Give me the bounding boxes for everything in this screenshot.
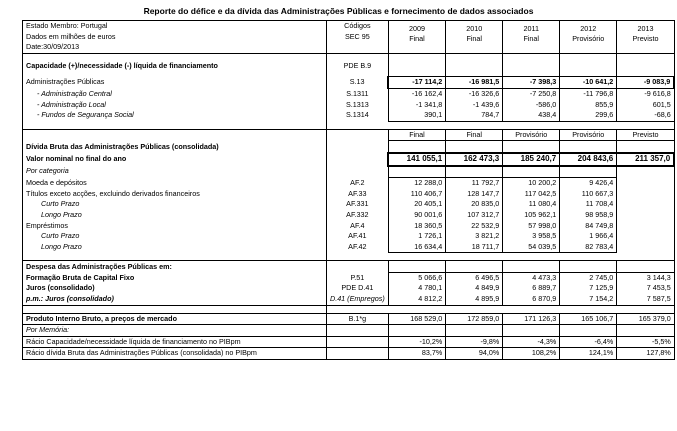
cell-value: -9,8%: [446, 336, 503, 348]
cell-value: 22 532,9: [446, 221, 503, 232]
cell-value: [617, 189, 675, 200]
capacity-heading-row: [23, 61, 675, 72]
row-code: AF.41: [327, 231, 389, 242]
debt-status: Provisório: [560, 129, 617, 141]
year-2011: 2011: [523, 24, 539, 33]
gdp-row: [23, 313, 675, 325]
debt-status: Final: [388, 129, 446, 141]
cell-value: [617, 242, 675, 253]
cell-value: 1 966,4: [560, 231, 617, 242]
header-row-1: [23, 21, 675, 32]
table-row: [23, 221, 675, 232]
cell-value: 54 039,5: [503, 242, 560, 253]
cell-value: -586,0: [503, 100, 560, 111]
cell-value: 18 360,5: [388, 221, 446, 232]
cell-value: 390,1: [388, 110, 446, 121]
cell-value: 1 726,1: [388, 231, 446, 242]
row-label: Curto Prazo: [23, 231, 327, 242]
table-row: [23, 348, 675, 360]
gdp-code: B.1*g: [327, 313, 389, 325]
cell-value: -1 341,8: [388, 100, 446, 111]
debt-status: Provisório: [503, 129, 560, 141]
cell-value: 90 001,6: [388, 210, 446, 221]
row-label: Rácio Capacidade/necessidade líquida de financiamento no PIBpm: [23, 336, 327, 348]
cell-value: 11 792,7: [446, 178, 503, 189]
cell-value: 211 357,0: [617, 153, 675, 166]
row-label: Juros (consolidado): [23, 283, 327, 294]
cell-value: 171 126,3: [503, 313, 560, 325]
cell-value: 168 529,0: [388, 313, 446, 325]
cell-value: 299,6: [560, 110, 617, 121]
year-2009: 2009: [408, 24, 425, 33]
cell-value: 110 667,3: [560, 189, 617, 200]
cell-value: 7 125,9: [560, 283, 617, 294]
table-row: [23, 336, 675, 348]
row-label: Empréstimos: [23, 221, 327, 232]
cell-value: 7 453,5: [617, 283, 675, 294]
cell-value: 94,0%: [446, 348, 503, 360]
cell-value: 124,1%: [560, 348, 617, 360]
row-code: PDE D.41: [327, 283, 389, 294]
cell-value: 11 080,4: [503, 199, 560, 210]
debt-status-row: [23, 129, 675, 141]
cell-value: -7 398,3: [503, 77, 560, 89]
codes-heading: Códigos: [327, 21, 389, 32]
cell-value: 18 711,7: [446, 242, 503, 253]
status-2011: Final: [523, 34, 540, 43]
cell-value: -16 162,4: [388, 88, 446, 99]
cell-value: 98 958,9: [560, 210, 617, 221]
row-code: AF.33: [327, 189, 389, 200]
gdp-label: Produto Interno Bruto, a preços de mercado: [23, 313, 327, 325]
memo-heading: Por Memória:: [23, 325, 327, 337]
table-row: [23, 231, 675, 242]
cell-value: 3 144,3: [617, 272, 675, 283]
deficit-debt-table: [22, 20, 675, 360]
row-code: S.1311: [327, 88, 389, 99]
capacity-code: PDE B.9: [327, 61, 389, 72]
expenditure-heading: Despesa das Administrações Públicas em:: [23, 261, 327, 273]
table-row: [23, 189, 675, 200]
debt-heading: Dívida Bruta das Administrações Públicas (consolidada): [23, 141, 327, 153]
cell-value: 117 042,5: [503, 189, 560, 200]
row-code: AF.2: [327, 178, 389, 189]
cell-value: 172 859,0: [446, 313, 503, 325]
row-code: AF.332: [327, 210, 389, 221]
cell-value: 601,5: [617, 100, 675, 111]
cell-value: -4,3%: [503, 336, 560, 348]
cell-value: [617, 199, 675, 210]
cell-value: [617, 210, 675, 221]
row-label: - Administração Central: [23, 88, 327, 99]
cell-value: 165 379,0: [617, 313, 675, 325]
cell-value: -10,2%: [388, 336, 446, 348]
cell-value: 20 405,1: [388, 199, 446, 210]
year-2012: 2012: [580, 24, 597, 33]
table-row: [23, 283, 675, 294]
cell-value: 128 147,7: [446, 189, 503, 200]
cell-value: 204 843,6: [560, 153, 617, 166]
units-label: Dados em milhões de euros: [23, 32, 327, 43]
row-label: Curto Prazo: [23, 199, 327, 210]
cell-value: -6,4%: [560, 336, 617, 348]
cell-value: 83,7%: [388, 348, 446, 360]
cell-value: 784,7: [446, 110, 503, 121]
cell-value: 4 812,2: [388, 294, 446, 305]
cell-value: -9 616,8: [617, 88, 675, 99]
row-label: Formação Bruta de Capital Fixo: [23, 272, 327, 283]
debt-status: Final: [446, 129, 503, 141]
cell-value: 6 889,7: [503, 283, 560, 294]
row-label: - Administração Local: [23, 100, 327, 111]
debt-status: Previsto: [617, 129, 675, 141]
date-label: Date:30/09/2013: [23, 42, 327, 53]
cell-value: 185 240,7: [503, 153, 560, 166]
cell-value: -17 114,2: [388, 77, 446, 89]
table-row: [23, 100, 675, 111]
cell-value: [617, 231, 675, 242]
by-category-row: [23, 166, 675, 178]
year-2013: 2013: [637, 24, 654, 33]
cell-value: -11 796,8: [560, 88, 617, 99]
cell-value: -16 326,6: [446, 88, 503, 99]
cell-value: 7 587,5: [617, 294, 675, 305]
status-2010: Final: [466, 34, 483, 43]
row-code: D.41 (Empregos): [327, 294, 389, 305]
row-label: Moeda e depósitos: [23, 178, 327, 189]
cell-value: 3 821,2: [446, 231, 503, 242]
cell-value: 141 055,1: [388, 153, 446, 166]
by-category-label: Por categoria: [23, 166, 327, 178]
row-label: Longo Prazo: [23, 210, 327, 221]
expenditure-heading-row: [23, 261, 675, 273]
cell-value: -7 250,8: [503, 88, 560, 99]
cell-value: 3 958,5: [503, 231, 560, 242]
cell-value: [617, 221, 675, 232]
cell-value: [617, 178, 675, 189]
cell-value: 855,9: [560, 100, 617, 111]
debt-heading-row: [23, 141, 675, 153]
status-2012: Provisório: [572, 34, 605, 43]
cell-value: 6 496,5: [446, 272, 503, 283]
cell-value: 4 895,9: [446, 294, 503, 305]
table-row: [23, 178, 675, 189]
cell-value: 108,2%: [503, 348, 560, 360]
row-code: AF.4: [327, 221, 389, 232]
cell-value: 6 870,9: [503, 294, 560, 305]
cell-value: 7 154,2: [560, 294, 617, 305]
cell-value: 110 406,7: [388, 189, 446, 200]
cell-value: 4 849,9: [446, 283, 503, 294]
cell-value: -16 981,5: [446, 77, 503, 89]
year-2010: 2010: [466, 24, 483, 33]
table-row: [23, 110, 675, 121]
table-row: [23, 210, 675, 221]
cell-value: -10 641,2: [560, 77, 617, 89]
debt-nominal-row: [23, 153, 675, 166]
row-label: p.m.: Juros (consolidado): [23, 294, 327, 305]
cell-value: -68,6: [617, 110, 675, 121]
row-label: - Fundos de Segurança Social: [23, 110, 327, 121]
cell-value: 2 745,0: [560, 272, 617, 283]
cell-value: 84 749,8: [560, 221, 617, 232]
row-code: AF.42: [327, 242, 389, 253]
codes-sec95: SEC 95: [327, 32, 389, 43]
cell-value: 5 066,6: [388, 272, 446, 283]
table-row: [23, 272, 675, 283]
table-row: [23, 294, 675, 305]
row-label: Longo Prazo: [23, 242, 327, 253]
row-code: AF.331: [327, 199, 389, 210]
row-label: Rácio dívida Bruta das Administrações Públicas (consolidada) no PIBpm: [23, 348, 327, 360]
nominal-label: Valor nominal no final do ano: [23, 153, 327, 166]
row-code: S.13: [327, 77, 389, 89]
table-row: [23, 199, 675, 210]
cell-value: 4 780,1: [388, 283, 446, 294]
row-code: S.1314: [327, 110, 389, 121]
cell-value: 438,4: [503, 110, 560, 121]
cell-value: 82 783,4: [560, 242, 617, 253]
capacity-heading: Capacidade (+)/necessidade (-) líquida de financiamento: [23, 61, 327, 72]
cell-value: 12 288,0: [388, 178, 446, 189]
row-label: Títulos exceto acções, excluindo derivados financeiros: [23, 189, 327, 200]
status-2013: Previsto: [632, 34, 659, 43]
cell-value: 4 473,3: [503, 272, 560, 283]
cell-value: 11 708,4: [560, 199, 617, 210]
table-row: [23, 88, 675, 99]
report-title: Reporte do défice e da dívida das Administrações Públicas e fornecimento de dados associados: [143, 6, 534, 16]
cell-value: 107 312,7: [446, 210, 503, 221]
cell-value: 9 426,4: [560, 178, 617, 189]
cell-value: 105 962,1: [503, 210, 560, 221]
cell-value: 162 473,3: [446, 153, 503, 166]
status-2009: Final: [409, 34, 425, 43]
memo-heading-row: [23, 325, 675, 337]
cell-value: 20 835,0: [446, 199, 503, 210]
row-code: P.51: [327, 272, 389, 283]
cell-value: -1 439,6: [446, 100, 503, 111]
cell-value: 127,8%: [617, 348, 675, 360]
member-state: Estado Membro: Portugal: [23, 21, 327, 32]
cell-value: -5,5%: [617, 336, 675, 348]
row-label: Administrações Públicas: [23, 77, 327, 89]
table-row: [23, 242, 675, 253]
cell-value: -9 083,9: [617, 77, 675, 89]
cell-value: 16 634,4: [388, 242, 446, 253]
row-code: S.1313: [327, 100, 389, 111]
cell-value: 10 200,2: [503, 178, 560, 189]
cell-value: 165 106,7: [560, 313, 617, 325]
cell-value: 57 998,0: [503, 221, 560, 232]
table-row: [23, 77, 675, 89]
